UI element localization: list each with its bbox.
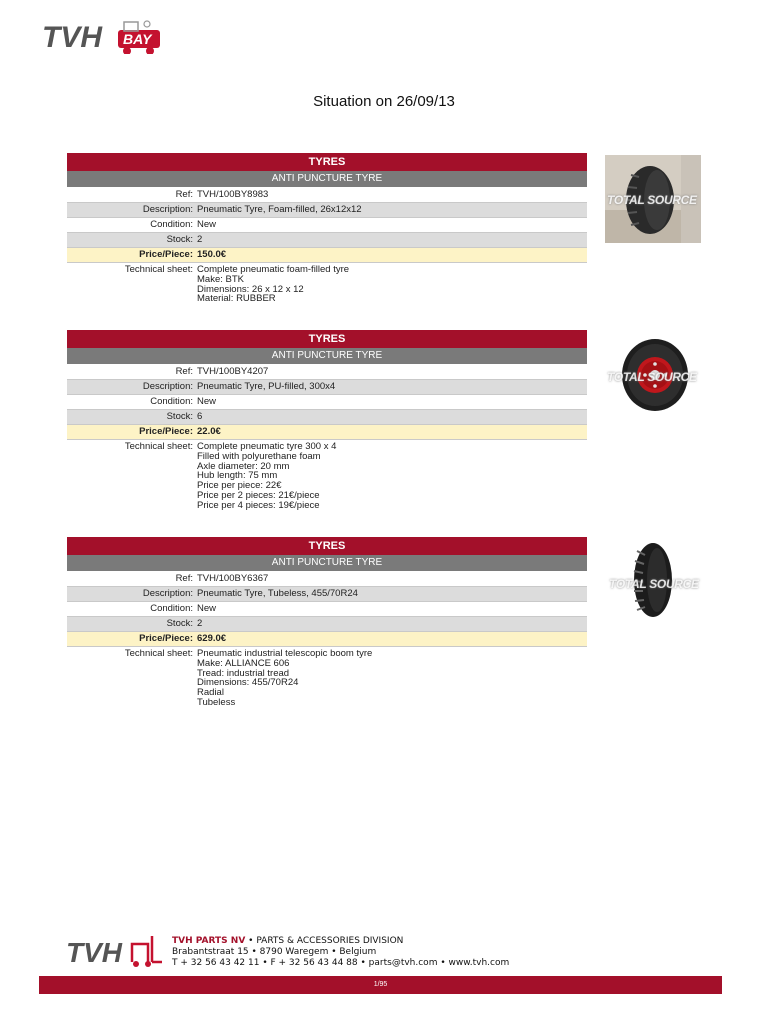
product-image (605, 332, 701, 420)
tech-line: Complete pneumatic tyre 300 x 4 (197, 441, 337, 452)
technical-sheet-label: Technical sheet: (124, 648, 193, 659)
ref-label: Ref: (175, 189, 193, 200)
stock-row (67, 233, 587, 248)
stock-label: Stock: (166, 411, 193, 422)
tech-line: Material: RUBBER (197, 293, 276, 305)
ref-value: TVH/100BY4207 (197, 366, 269, 377)
tech-line: Dimensions: 26 x 12 x 12 (197, 283, 304, 295)
stock-value: 2 (197, 234, 203, 245)
tech-line: Axle diameter: 20 mm (197, 460, 290, 472)
logo-text: TVH (42, 21, 102, 54)
description-row (67, 203, 587, 218)
tech-line: Filled with polyurethane foam (197, 450, 321, 462)
tech-line: Price per piece: 22€ (197, 480, 282, 492)
condition-label: Condition: (150, 396, 193, 407)
description-label: Description: (142, 204, 193, 215)
description-value: Pneumatic Tyre, Tubeless, 455/70R24 (197, 588, 358, 599)
description-label: Description: (142, 588, 193, 599)
technical-sheet (67, 647, 587, 708)
tech-line: Price per 2 pieces: 21€/piece (197, 489, 320, 501)
product-table (67, 330, 587, 511)
price-label: Price/Piece: (139, 633, 193, 644)
condition-value: New (197, 219, 217, 230)
situation-date: Situation on 26/09/13 (313, 93, 455, 110)
condition-value: New (197, 603, 217, 614)
stock-row (67, 617, 587, 632)
ref-row (67, 188, 587, 203)
condition-row (67, 602, 587, 617)
technical-sheet-label: Technical sheet: (124, 264, 193, 275)
tech-line: Make: BTK (197, 273, 244, 285)
condition-value: New (197, 396, 217, 407)
condition-row (67, 218, 587, 233)
tech-line: Make: ALLIANCE 606 (197, 657, 290, 669)
description-row (67, 587, 587, 602)
description-row (67, 380, 587, 395)
stock-label: Stock: (166, 618, 193, 629)
technical-sheet (67, 263, 587, 304)
tvh-footer-logo (66, 934, 166, 968)
tech-line: Pneumatic industrial telescopic boom tyre (197, 648, 373, 659)
ref-row (67, 572, 587, 587)
watermark: TOTAL SOURCE (609, 577, 699, 591)
technical-sheet (67, 440, 587, 511)
page-number-bar (39, 976, 722, 994)
product-block (67, 537, 700, 712)
description-label: Description: (142, 381, 193, 392)
tvh-bay-logo (42, 14, 170, 54)
condition-row (67, 395, 587, 410)
price-label: Price/Piece: (139, 426, 193, 437)
stock-value: 6 (197, 411, 203, 422)
tech-line: Hub length: 75 mm (197, 470, 278, 482)
price-row (67, 425, 587, 440)
watermark: TOTAL SOURCE (607, 370, 697, 384)
price-value: 629.0€ (197, 633, 227, 644)
product-image (605, 155, 701, 243)
technical-sheet-label: Technical sheet: (124, 441, 193, 452)
category-bar: TYRES (67, 537, 587, 555)
product-table (67, 153, 587, 304)
category-bar: TYRES (67, 330, 587, 348)
tech-line: Complete pneumatic foam-filled tyre (197, 264, 350, 275)
ref-value: TVH/100BY8983 (197, 189, 269, 200)
tech-line: Tread: industrial tread (197, 667, 290, 679)
condition-label: Condition: (150, 219, 193, 230)
footer-logo-text: TVH (66, 937, 122, 968)
footer-contact (172, 936, 509, 969)
product-block (67, 330, 700, 511)
watermark: TOTAL SOURCE (607, 193, 697, 207)
condition-label: Condition: (150, 603, 193, 614)
product-table (67, 537, 587, 708)
price-row (67, 248, 587, 263)
stock-value: 2 (197, 618, 203, 629)
tech-line: Radial (197, 687, 224, 699)
stock-label: Stock: (166, 234, 193, 245)
price-value: 150.0€ (197, 249, 227, 260)
footer-company: TVH PARTS NV (172, 936, 246, 946)
ref-value: TVH/100BY6367 (197, 573, 269, 584)
footer-address: Brabantstraat 15 • 8790 Waregem • Belgium (172, 947, 377, 957)
footer-contact-line: T + 32 56 43 42 11 • F + 32 56 43 44 88 • parts@tvh.com • www.tvh.com (172, 958, 510, 968)
ref-label: Ref: (175, 366, 193, 377)
tech-line: Dimensions: 455/70R24 (197, 677, 299, 689)
category-bar: TYRES (67, 153, 587, 171)
subcategory-bar: ANTI PUNCTURE TYRE (67, 348, 587, 364)
ref-label: Ref: (175, 573, 193, 584)
ref-row (67, 365, 587, 380)
product-image (605, 539, 701, 627)
tech-line: Price per 4 pieces: 19€/piece (197, 499, 320, 511)
subcategory-bar: ANTI PUNCTURE TYRE (67, 171, 587, 187)
stock-row (67, 410, 587, 425)
price-row (67, 632, 587, 647)
subcategory-bar: ANTI PUNCTURE TYRE (67, 555, 587, 571)
product-block (67, 153, 700, 328)
footer-division: • PARTS & ACCESSORIES DIVISION (245, 936, 404, 946)
page-number: 1/95 (373, 981, 388, 988)
price-value: 22.0€ (197, 426, 221, 437)
price-label: Price/Piece: (139, 249, 193, 260)
description-value: Pneumatic Tyre, Foam-filled, 26x12x12 (197, 204, 362, 215)
logo-sub-text: BAY (123, 31, 152, 47)
description-value: Pneumatic Tyre, PU-filled, 300x4 (197, 381, 336, 392)
tech-line: Tubeless (197, 696, 236, 708)
